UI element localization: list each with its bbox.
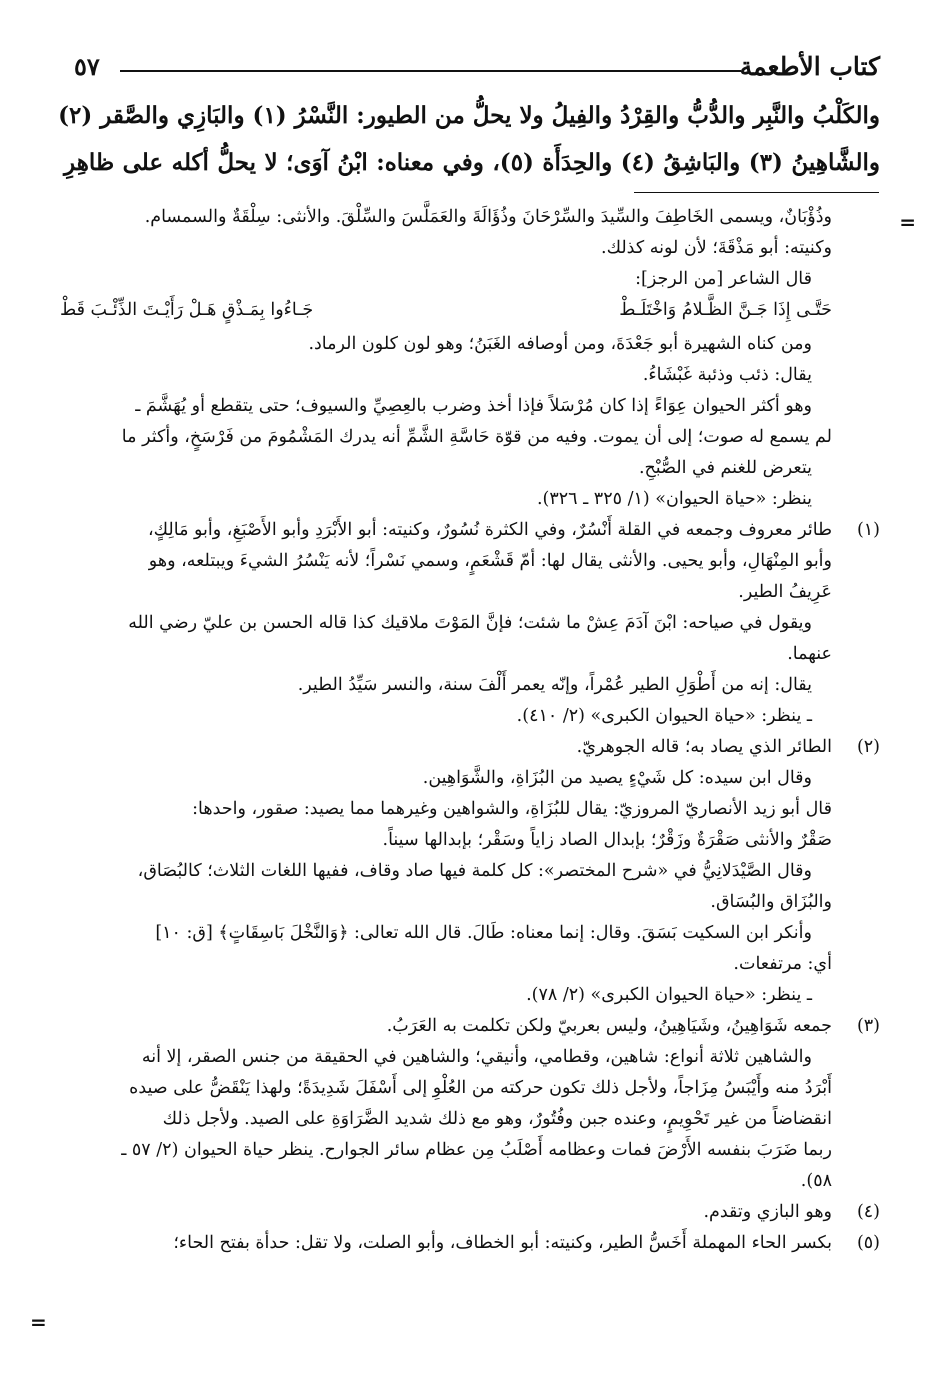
footnote-line: وكنيته: أبو مَذْقَةَ؛ لأن لونه كذلك. bbox=[601, 238, 832, 258]
footnote-line: وهو أكثر الحيوان عِوَاءً إذا كان مُرْسَلاً فإذا أخذ وضرب بالعِصِيِّ والسيوف؛ حتى يتقطع أو يُهَشَّمَ ـ bbox=[135, 396, 812, 416]
footnote-line: قال الشاعر [من الرجز]: bbox=[635, 269, 812, 289]
footnote-text: طائر معروف وجمعه في القلة أَنْسُرٌ، وفي الكثرة نُسُورٌ، وكنيته: أبو الأَبْرَدِ وأبو الأَصْبَغِ، وأبو مَالِكٍ، bbox=[148, 520, 832, 540]
footnote-line: وقال الصَّيْدَلانِيُّ في «شرح المختصر»: كل كلمة فيها صاد وقاف، ففيها اللغات الثلاث؛ كالبُصَاق، bbox=[137, 861, 812, 881]
footnote-1 bbox=[60, 516, 880, 733]
verse bbox=[60, 296, 880, 330]
footnote-line: وذُؤْبَانٌ، ويسمى الخَاطِفَ والسِّيدَ والسِّرْحَانَ وذُؤَالَةَ والعَمَلَّسَ والسِّلْقَ. والأنثى: سِلْقَةٌ والسمسام. bbox=[144, 207, 832, 227]
footnote-3 bbox=[60, 1012, 880, 1198]
continuation-mark: = bbox=[30, 1310, 47, 1334]
footnotes bbox=[60, 203, 880, 1260]
footnote-line: يتعرض للغنم في الصُّبْحِ. bbox=[638, 458, 812, 478]
footnote-first-line bbox=[60, 1012, 880, 1043]
footnote-line: أي: مرتفعات. bbox=[733, 954, 832, 974]
footnote-line: ٥٨). bbox=[800, 1171, 832, 1191]
continuation-mark: = bbox=[899, 210, 916, 234]
footnote-line: لم يسمع له صوت؛ إلى أن يموت. وفيه من قوّة حَاسَّةِ الشَّمِّ أنه يدرك المَشْمُومَ من فَرْسَخٍ، وأكثر ما bbox=[121, 427, 832, 447]
footnote-line: انقضاضاً من غير تَحْوِيمٍ، وعنده جبن وفُتُورٌ، وهو مع ذلك شديد الضَّرَاوَةِ على الصيد. ولأجل ذلك bbox=[162, 1109, 832, 1129]
footnote-line: والشاهين ثلاثة أنواع: شاهين، وقطامي، وأنيقي؛ والشاهين في الحقيقة من جنس الصقر، إلا أنه bbox=[141, 1047, 812, 1067]
footnote-line: وأبو المِنْهَالِ، وأبو يحيى. والأنثى يقال لها: أمّ قَشْعَمٍ، وسمي نَسْراً؛ لأنه يَنْسُرُ الشيءَ ويبتلعه، وهو bbox=[148, 551, 832, 571]
footnote-4 bbox=[60, 1198, 880, 1229]
footnote-line: ـ ينظر: «حياة الحيوان الكبرى» (٢/ ٤١٠). bbox=[516, 706, 812, 726]
page-number: ٥٧ bbox=[74, 52, 100, 81]
footnote-line: صَقْرٌ والأنثى صَقْرَةٌ وزَقْرٌ؛ بإبدال الصاد زاياً وسَقْر؛ بإبدالها سيناً. bbox=[382, 830, 832, 850]
footnote-text: جمعه شَوَاهِينُ، وشَيَاهِينُ، وليس بعربيّ ولكن تكلمت به العَرَبُ. bbox=[386, 1016, 832, 1036]
footnote-line: ـ ينظر: «حياة الحيوان الكبرى» (٢/ ٧٨). bbox=[526, 985, 812, 1005]
main-text-line: والشَّاهِينُ (٣) والبَاشِقُ (٤) والحِدَأَة (٥)، وفي معناه: ابْنُ آوَى؛ لا يحلُّ أكله على ظاهِرِ bbox=[64, 149, 881, 176]
footnote-line: أَبْرَدُ منه وأَيْبَسُ مِزَاجاً، ولأجل ذلك تكون حركته من العُلْوِ إلى أَسْفَلَ شَدِيدَةً؛ ولهذا يَنْقَضُّ على صيده bbox=[129, 1078, 832, 1098]
verse-hemistich-right: حَتَّـى إِذَا جَـنَّ الظَّـلامُ وَاخْتَلَـطْ bbox=[619, 300, 832, 320]
footnote-line: وقال ابن سيده: كل شَيْءٍ يصيد من البُزَاةِ، والشَّوَاهِين. bbox=[422, 768, 812, 788]
footnote-2 bbox=[60, 733, 880, 1012]
main-text bbox=[58, 92, 881, 186]
footnote-marker: (٣) bbox=[856, 1016, 880, 1036]
footnote-marker: (١) bbox=[856, 520, 880, 540]
footnote-text: بكسر الحاء المهملة أَخَسُّ الطير، وكنيته: أبو الخطاف، وأبو الصلت، ولا تقل: حدأة بفتح الحاء؛ bbox=[173, 1233, 832, 1253]
footnote-marker: (٤) bbox=[856, 1202, 880, 1222]
footnote-line: ومن كناه الشهيرة أبو جَعْدَةَ، ومن أوصافه الغَبَنُ؛ وهو لون كلون الرماد. bbox=[308, 334, 812, 354]
footnote-continued bbox=[60, 203, 880, 516]
footnote-line: عنهما. bbox=[787, 644, 832, 664]
footnote-text: الطائر الذي يصاد به؛ قاله الجوهريّ. bbox=[576, 737, 832, 757]
footnote-first-line bbox=[60, 1198, 880, 1229]
footnote-line: ربما ضَرَبَ بنفسه الأَرْضَ فمات وعظامه أَصْلَبُ مِن عظام سائر الجوارح. ينظر حياة الحيوان (٢/ ٥٧ ـ bbox=[121, 1140, 832, 1160]
footnote-line: عَرِيفُ الطير. bbox=[738, 582, 832, 602]
main-text-line: والكَلْبُ والنَّبِر والدُّبُّ والقِرْدُ والفِيلُ ولا يحلُّ من الطيور: النَّسْرُ (١) والبَازِي والصَّقر (٢) bbox=[58, 102, 880, 129]
footnote-line: يقال: ذئب وذئبة غَبْشَاءُ. bbox=[642, 365, 812, 385]
footnote-marker: (٢) bbox=[856, 737, 880, 757]
footnote-first-line bbox=[60, 516, 880, 547]
footnote-separator bbox=[634, 192, 879, 193]
footnote-marker: (٥) bbox=[856, 1233, 880, 1253]
footnote-line: ينظر: «حياة الحيوان» (١/ ٣٢٥ ـ ٣٢٦). bbox=[536, 489, 812, 509]
header-rule bbox=[120, 70, 741, 72]
footnote-line: والبُزَاق والبُسَاق. bbox=[710, 892, 832, 912]
footnote-line: يقال: إنه من أَطْوَلِ الطير عُمْراً، وإنّه يعمر أَلْفَ سنة، والنسر سَيِّدُ الطير. bbox=[297, 675, 812, 695]
footnote-line: ويقول في صياحه: ابْنَ آدَمَ عِشْ ما شئت؛ فإنَّ المَوْتَ ملاقيك كذا قاله الحسن بن عليّ رضي الله bbox=[128, 613, 812, 633]
chapter-title: كتاب الأطعمة bbox=[739, 52, 880, 81]
footnote-first-line bbox=[60, 1229, 880, 1260]
footnote-line: قال أبو زيد الأنصاريّ المروزيّ: يقال للبُزَاةِ، والشواهين وغيرهما مما يصيد: صقور، واحدها: bbox=[192, 799, 832, 819]
verse-hemistich-left: جَـاءُوا بِمَـذْقٍ هَـلْ رَأَيْـتَ الذِّئْـبَ قَطْ bbox=[60, 300, 314, 320]
footnote-first-line bbox=[60, 733, 880, 764]
footnote-5 bbox=[60, 1229, 880, 1260]
footnote-line: وأنكر ابن السكيت بَسَقَ. وقال: إنما معناه: طَالَ. قال الله تعالى: ﴿وَالنَّخْلَ بَاسِقَاتٍ﴾ [ق: ١٠] bbox=[155, 923, 812, 943]
footnote-text: وهو البازي وتقدم. bbox=[703, 1202, 832, 1222]
